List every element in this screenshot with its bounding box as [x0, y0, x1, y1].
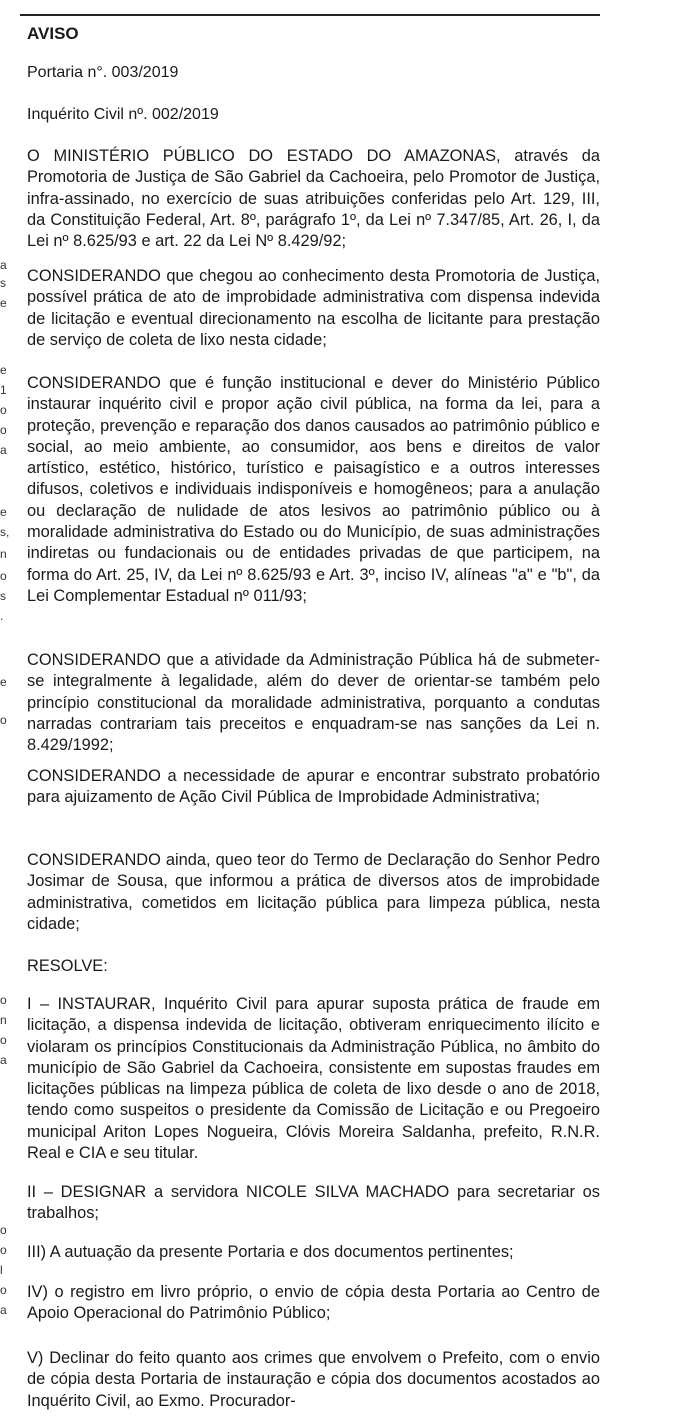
- margin-fragment: o: [0, 1033, 7, 1047]
- margin-fragment: o: [0, 403, 7, 417]
- paragraph-item-ii: II – DESIGNAR a servidora NICOLE SILVA MACHADO para secretariar os trabalhos;: [27, 1183, 600, 1223]
- top-rule: [20, 14, 600, 16]
- margin-fragment: n: [0, 1013, 7, 1027]
- margin-fragment: e: [0, 505, 7, 519]
- margin-fragment: o: [0, 1243, 7, 1257]
- paragraph-considerando-3: CONSIDERANDO que a atividade da Administração Pública há de submeter-se integralmente à legalidade, além do dever de orientar-se também pelo princípio constitucional da moralidade administrativa, porquanto a condutas narradas contrariam tais preceitos e enquadram-se nas sanções da Lei n. 8.429/1992;: [27, 651, 600, 755]
- paragraph-item-i: I – INSTAURAR, Inquérito Civil para apurar suposta prática de fraude em licitação, a dispensa indevida de licitação, obtiveram enriquecimento ilícito e violaram os princípios Constitucionais da Administração Pública, no âmbito do município de São Gabriel da Cachoeira, consistente em supostas fraudes em licitações públicas na limpeza pública de coleta de lixo desde o ano de 2018, tendo como suspeitos o presidente da Comissão de Licitação e ou Pregoeiro municipal Ariton Lopes Nogueira, Clóvis Moreira Saldanha, prefeito, R.N.R. Real e CIA e seu titular.: [27, 995, 600, 1163]
- paragraph-considerando-4: CONSIDERANDO a necessidade de apurar e encontrar substrato probatório para ajuizamento de Ação Civil Pública de Improbidade Administrativa;: [27, 767, 600, 807]
- paragraph-item-v: V) Declinar do feito quanto aos crimes que envolvem o Prefeito, com o envio de cópia desta Portaria de instauração e cópia dos documentos acostados ao Inquérito Civil, ao Exmo. Procurador-: [27, 1349, 600, 1410]
- inquerito-number: Inquérito Civil nº. 002/2019: [27, 106, 219, 123]
- paragraph-item-iv: IV) o registro em livro próprio, o envio de cópia desta Portaria ao Centro de Apoio Operacional do Patrimônio Público;: [27, 1283, 600, 1323]
- paragraph-resolve: RESOLVE:: [27, 957, 108, 975]
- margin-fragment: o: [0, 1223, 7, 1237]
- paragraph-considerando-2: CONSIDERANDO que é função institucional e dever do Ministério Público instaurar inquérito civil e propor ação civil pública, na forma da lei, para a proteção, prevenção e reparação dos danos causados ao patrimônio público e social, ao meio ambiente, ao consumidor, aos bens e direitos de valor artístico, estético, histórico, turístico e paisagístico e a outros interesses difusos, coletivos e individuais indisponíveis e homogêneos; para a anulação ou declaração de nulidade de atos lesivos ao patrimônio público ou à moralidade administrativa do Estado ou do Município, de suas administrações indiretas ou fundacionais ou de entidades privadas de que participem, na forma do Art. 25, IV, da Lei nº 8.625/93 e Art. 3º, inciso IV, alíneas "a" e "b", da Lei Complementar Estadual nº 011/93;: [27, 374, 600, 605]
- margin-fragment: n: [0, 547, 7, 561]
- margin-fragment: a: [0, 443, 7, 457]
- margin-fragment: 1: [0, 383, 7, 397]
- margin-fragment: e: [0, 675, 7, 689]
- margin-fragment: o: [0, 1283, 7, 1297]
- paragraph-considerando-5: CONSIDERANDO ainda, queo teor do Termo de Declaração do Senhor Pedro Josimar de Sousa, que informou a prática de diversos atos de improbidade administrativa, cometidos em licitação pública para limpeza pública, nesta cidade;: [27, 851, 600, 933]
- margin-fragment: o: [0, 993, 7, 1007]
- margin-fragment: s,: [0, 525, 10, 539]
- margin-fragment: .: [0, 609, 4, 623]
- margin-fragment: a: [0, 1303, 7, 1317]
- margin-fragment: e: [0, 296, 7, 310]
- margin-fragment: o: [0, 713, 7, 727]
- portaria-number: Portaria n°. 003/2019: [27, 64, 179, 81]
- paragraph-item-iii: III) A autuação da presente Portaria e dos documentos pertinentes;: [27, 1243, 514, 1261]
- margin-fragment: e: [0, 363, 7, 377]
- margin-fragment: a: [0, 258, 7, 272]
- margin-fragment: a: [0, 1053, 7, 1067]
- paragraph-considerando-1: CONSIDERANDO que chegou ao conhecimento desta Promotoria de Justiça, possível prática de ato de improbidade administrativa com dispensa indevida de licitação e eventual direcionamento na escolha de licitante para prestação de serviço de coleta de lixo nesta cidade;: [27, 267, 600, 349]
- margin-fragment: o: [0, 569, 7, 583]
- margin-fragment: o: [0, 423, 7, 437]
- notice-title: AVISO: [27, 24, 79, 43]
- margin-fragment: l: [0, 1263, 3, 1277]
- margin-fragment: s: [0, 276, 6, 290]
- margin-fragment: s: [0, 589, 6, 603]
- paragraph-preamble: O MINISTÉRIO PÚBLICO DO ESTADO DO AMAZONAS, através da Promotoria de Justiça de São Gabriel da Cachoeira, pelo Promotor de Justiça, infra-assinado, no exercício de suas atribuições conferidas pelo Art. 129, III, da Constituição Federal, Art. 8º, parágrafo 1º, da Lei nº 7.347/85, Art. 26, I, da Lei nº 8.625/93 e art. 22 da Lei Nº 8.429/92;: [27, 147, 600, 251]
